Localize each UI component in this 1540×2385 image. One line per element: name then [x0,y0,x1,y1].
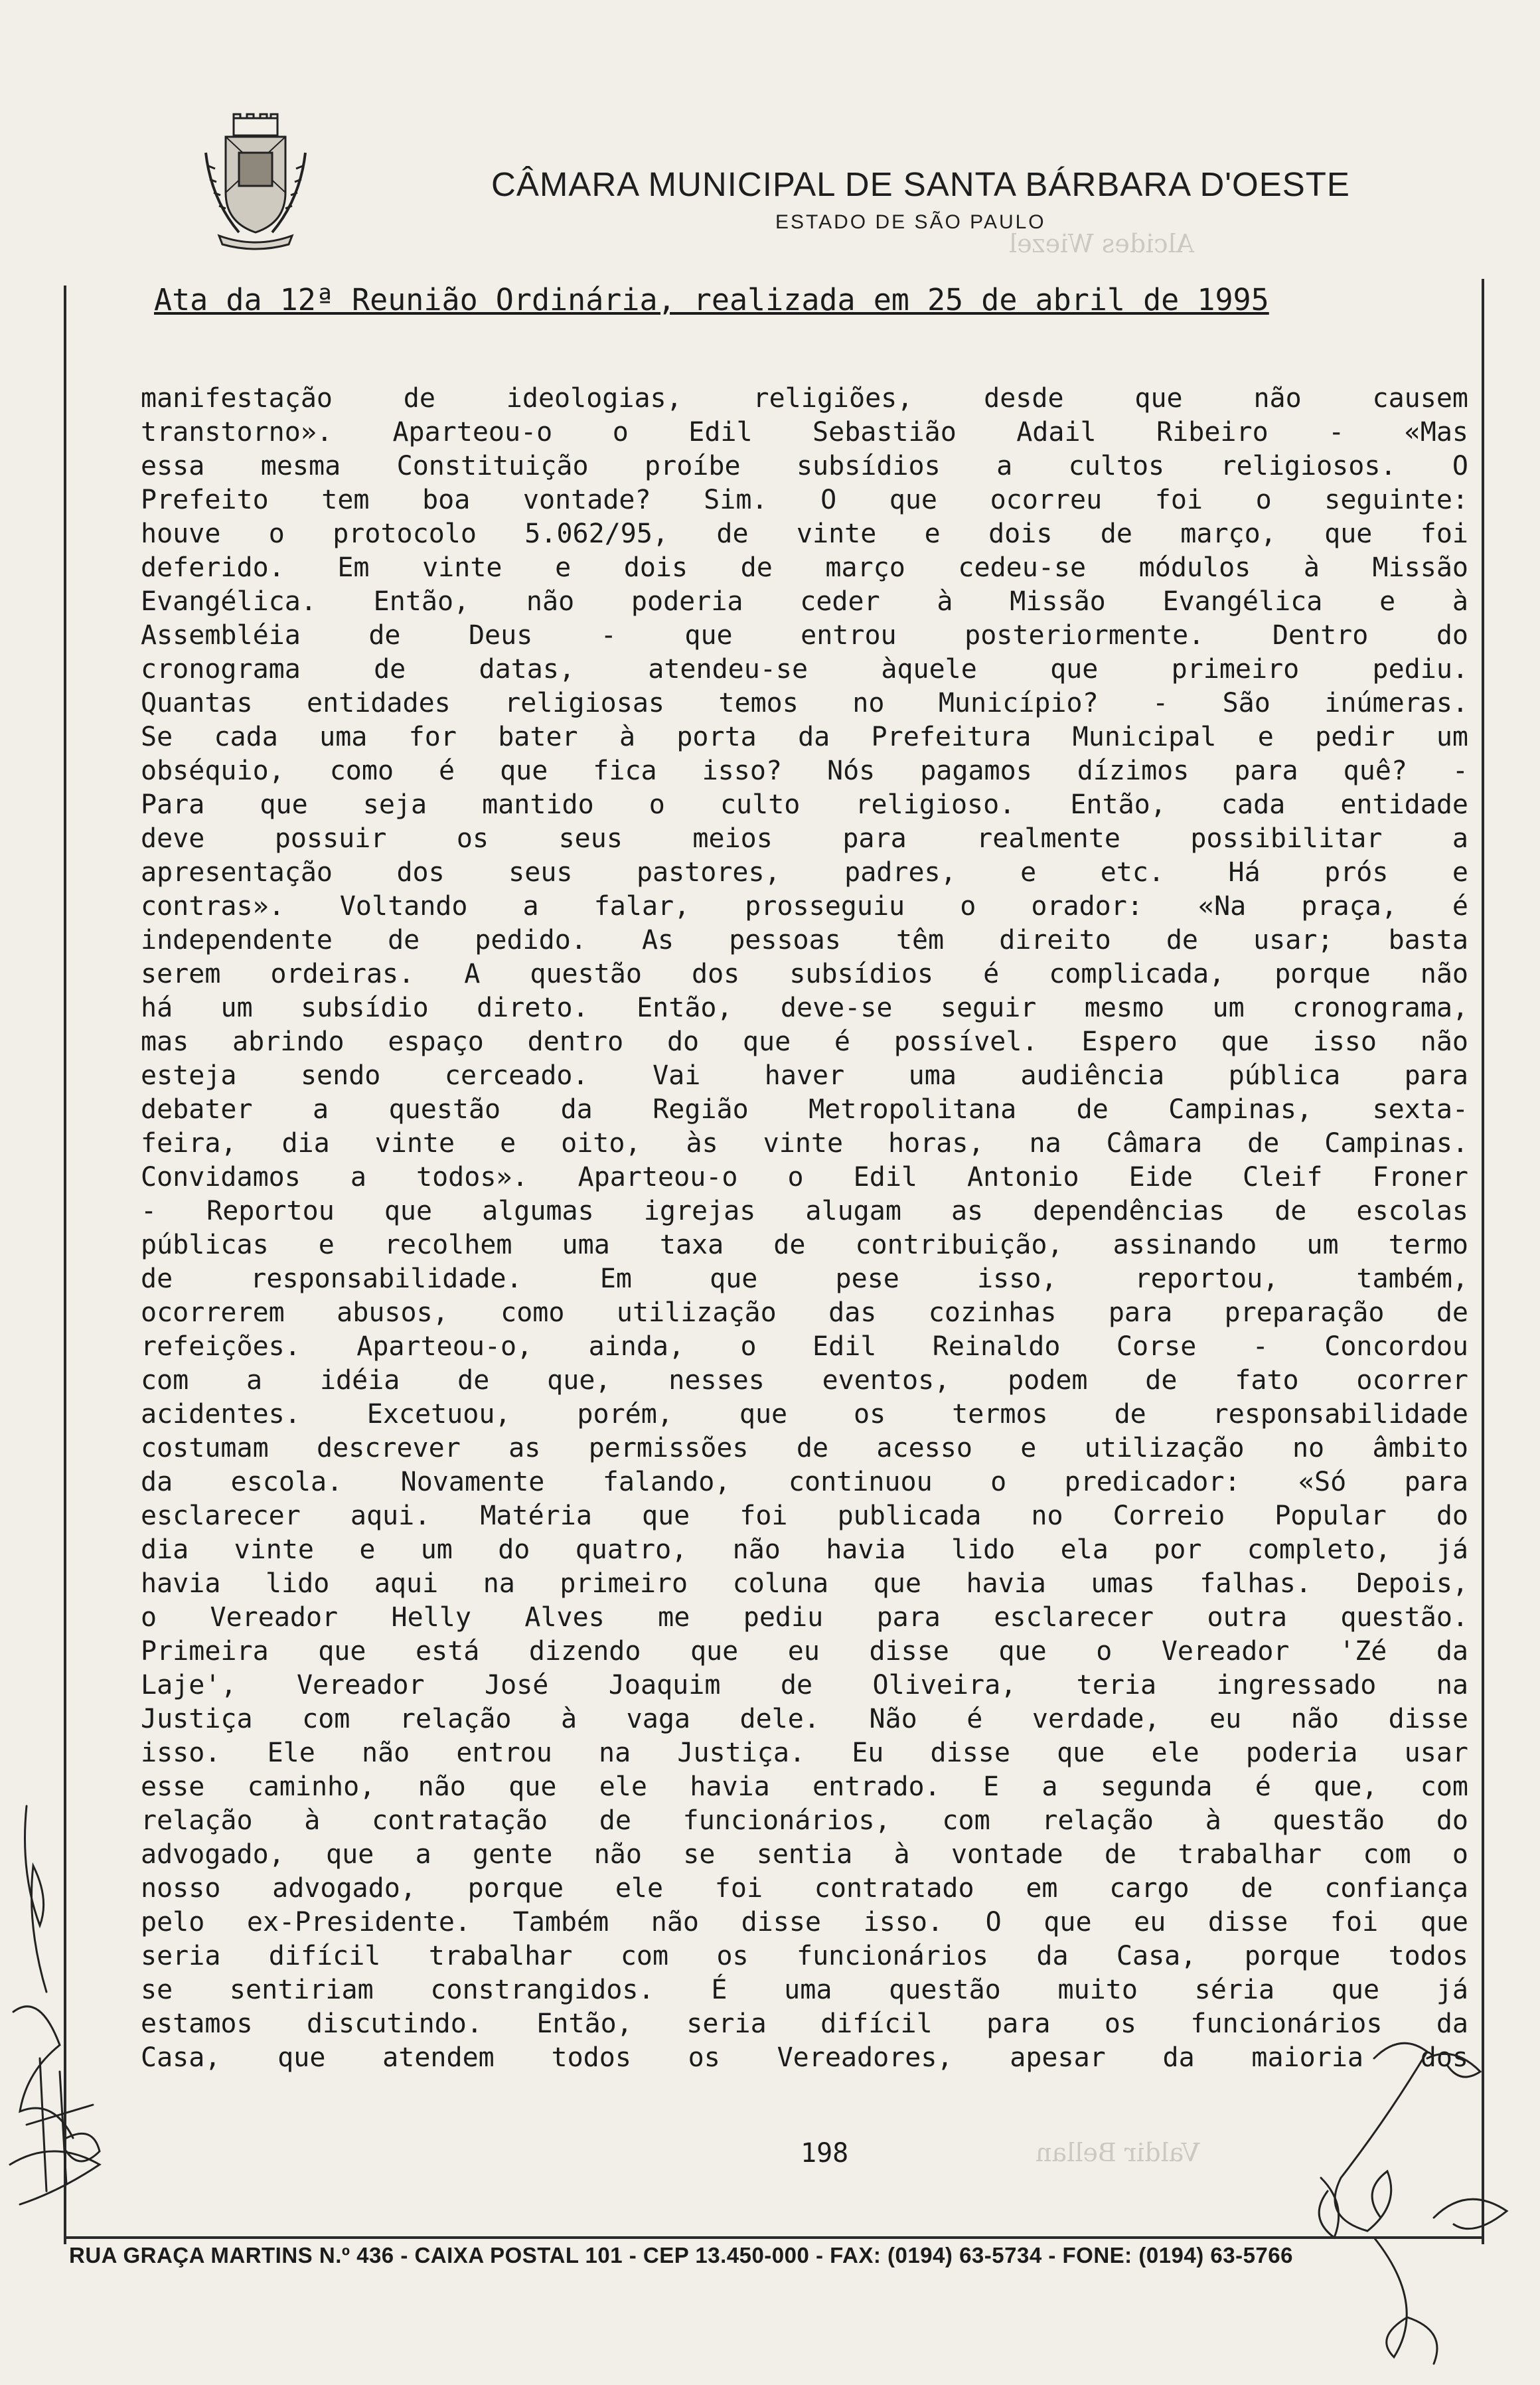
institution-name: CÂMARA MUNICIPAL DE SANTA BÁRBARA D'OESTE [491,165,1350,203]
body-line: deferido. Em vinte e dois de março cedeu-se módulos à Missão [141,552,1468,583]
state-name: ESTADO DE SÃO PAULO [775,211,1046,233]
body-line: esse caminho, não que ele havia entrado. E a segunda é que, com [141,1771,1468,1802]
body-line: há um subsídio direto. Então, deve-se seguir mesmo um cronograma, [141,993,1468,1023]
body-line: da escola. Novamente falando, continuou o predicador: «Só para [141,1467,1468,1497]
body-line: independente de pedido. As pessoas têm direito de usar; basta [141,925,1468,955]
body-line: cronograma de datas, atendeu-se àquele que primeiro pediu. [141,654,1468,685]
body-line: refeições. Aparteou-o, ainda, o Edil Reinaldo Corse - Concordou [141,1331,1468,1362]
body-line: isso. Ele não entrou na Justiça. Eu disse que ele poderia usar [141,1738,1468,1768]
body-line: o Vereador Helly Alves me pediu para esclarecer outra questão. [141,1602,1468,1633]
minutes-title: Ata da 12ª Reunião Ordinária, realizada em 25 de abril de 1995 [154,282,1269,317]
body-line: públicas e recolhem uma taxa de contribuição, assinando um termo [141,1230,1468,1260]
page-number: 198 [801,2138,849,2169]
body-line: esclarecer aqui. Matéria que foi publicada no Correio Popular do [141,1501,1468,1531]
body-line: Evangélica. Então, não poderia ceder à Missão Evangélica e à [141,586,1468,617]
bleed-through-name-bottom: Valdir Bellan [1036,2138,1200,2167]
body-line: costumam descrever as permissões de acesso e utilização no âmbito [141,1433,1468,1463]
body-line: manifestação de ideologias, religiões, desde que não causem [141,383,1468,414]
footer-rule [66,2236,1484,2239]
body-line: Casa, que atendem todos os Vereadores, apesar da maioria dos [141,2042,1468,2073]
coat-of-arms-logo [199,113,312,252]
body-line: Quantas entidades religiosas temos no Município? - São inúmeras. [141,688,1468,718]
body-line: serem ordeiras. A questão dos subsídios é complicada, porque não [141,959,1468,989]
body-line: essa mesma Constituição proíbe subsídios a cultos religiosos. O [141,451,1468,481]
body-line: relação à contratação de funcionários, com relação à questão do [141,1805,1468,1836]
body-line: esteja sendo cerceado. Vai haver uma audiência pública para [141,1060,1468,1091]
right-margin-rule [1482,279,1484,2244]
body-line: se sentiriam constrangidos. É uma questão muito séria que já [141,1975,1468,2005]
body-line: Laje', Vereador José Joaquim de Oliveira, teria ingressado na [141,1670,1468,1700]
body-line: seria difícil trabalhar com os funcionários da Casa, porque todos [141,1941,1468,1971]
body-line: contras». Voltando a falar, prosseguiu o orador: «Na praça, é [141,891,1468,922]
margin-signatures [0,1793,113,2218]
body-line: houve o protocolo 5.062/95, de vinte e dois de março, que foi [141,519,1468,549]
body-line: transtorno». Aparteou-o o Edil Sebastião Adail Ribeiro - «Mas [141,417,1468,448]
body-line: com a idéia de que, nesses eventos, podem de fato ocorrer [141,1365,1468,1396]
body-line: apresentação dos seus pastores, padres, e etc. Há prós e [141,857,1468,888]
body-line: feira, dia vinte e oito, às vinte horas, na Câmara de Campinas. [141,1128,1468,1159]
body-line: havia lido aqui na primeiro coluna que havia umas falhas. Depois, [141,1568,1468,1599]
minutes-body [141,382,1468,2075]
body-line: nosso advogado, porque ele foi contratado em cargo de confiança [141,1873,1468,1904]
body-line: estamos discutindo. Então, seria difícil para os funcionários da [141,2009,1468,2039]
body-line: dia vinte e um do quatro, não havia lido ela por completo, já [141,1534,1468,1565]
body-line: mas abrindo espaço dentro do que é possível. Espero que isso não [141,1027,1468,1057]
body-line: Convidamos a todos». Aparteou-o o Edil Antonio Eide Cleif Froner [141,1162,1468,1192]
bottom-right-signatures [1294,2018,1540,2385]
body-line: advogado, que a gente não se sentia à vontade de trabalhar com o [141,1839,1468,1870]
bleed-through-name-top: Alcides Wiezel [1009,229,1195,258]
body-line: debater a questão da Região Metropolitana de Campinas, sexta- [141,1094,1468,1125]
footer-address: RUA GRAÇA MARTINS N.º 436 - CAIXA POSTAL 101 - CEP 13.450-000 - FAX: (0194) 63-5734 - FONE: (0194) 63-5766 [69,2243,1293,2267]
body-line: Assembléia de Deus - que entrou posteriormente. Dentro do [141,620,1468,651]
body-line: - Reportou que algumas igrejas alugam as dependências de escolas [141,1196,1468,1226]
body-line: pelo ex-Presidente. Também não disse isso. O que eu disse foi que [141,1907,1468,1937]
body-line: acidentes. Excetuou, porém, que os termos de responsabilidade [141,1399,1468,1430]
body-line: obséquio, como é que fica isso? Nós pagamos dízimos para quê? - [141,756,1468,786]
body-line: ocorrerem abusos, como utilização das cozinhas para preparação de [141,1297,1468,1328]
body-line: de responsabilidade. Em que pese isso, reportou, também, [141,1264,1468,1294]
body-line: deve possuir os seus meios para realmente possibilitar a [141,823,1468,854]
body-line: Para que seja mantido o culto religioso. Então, cada entidade [141,789,1468,820]
body-line: Se cada uma for bater à porta da Prefeitura Municipal e pedir um [141,722,1468,752]
body-line: Prefeito tem boa vontade? Sim. O que ocorreu foi o seguinte: [141,485,1468,515]
body-line: Primeira que está dizendo que eu disse que o Vereador 'Zé da [141,1636,1468,1667]
body-line: Justiça com relação à vaga dele. Não é verdade, eu não disse [141,1704,1468,1734]
